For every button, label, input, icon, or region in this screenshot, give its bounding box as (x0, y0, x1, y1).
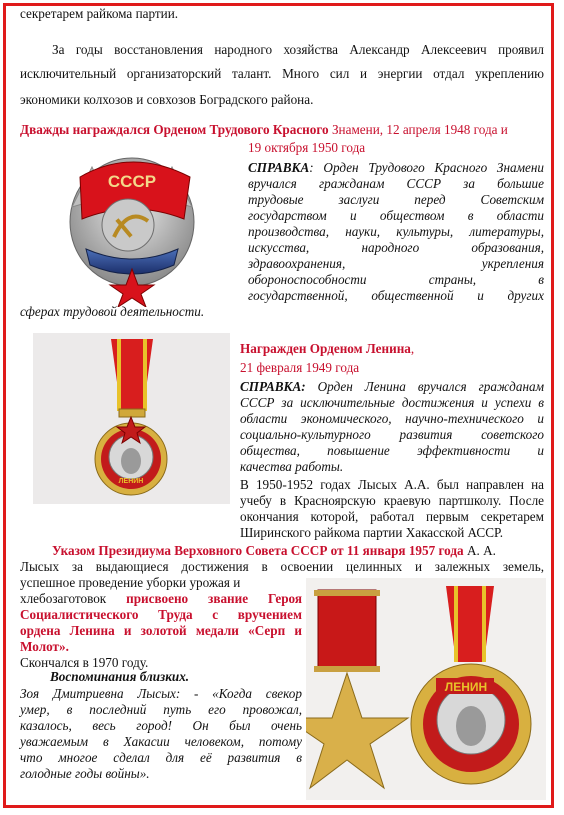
quote-line: казалось, весь город! Он был очень (20, 718, 302, 733)
death-line: Скончался в 1970 году. (20, 655, 149, 670)
memories-title: Воспоминания близких. (50, 669, 190, 684)
intro-para-line: исключительный организаторский талант. Много сил и энергии отдал укреплению (20, 66, 544, 81)
award1-heading-red: Дважды награждался Орденом Трудового Красного (20, 122, 329, 137)
award1-line (248, 160, 544, 176)
order-lenin-image (33, 333, 230, 504)
award1-line: здравоохранения, укрепления (248, 256, 544, 271)
award1-date2: 19 октября 1950 года (248, 140, 366, 155)
award3-decree (52, 543, 496, 559)
award1-line: искусства, народного образования, (248, 240, 544, 255)
award3-red-line: ордена Ленина и золотой медали «Серп и (20, 623, 302, 638)
award3-decree-red: Указом Президиума Верховного Совета СССР от 11 января 1957 года (52, 543, 464, 558)
award1-line: обороноспособности страны, в (248, 272, 544, 287)
award1-line: государственной, общественной и других (248, 288, 544, 303)
award2-line: СССР за исключительные достижения и успехи в (240, 395, 544, 410)
award1-line: производства, науки, культуры, литературы, (248, 224, 544, 239)
intro-para-line: экономики колхозов и совхозов Боградского района. (20, 92, 314, 107)
award2-spravka-label: СПРАВКА: (240, 379, 306, 394)
award1-line-text: : Орден Трудового Красного Знамени (309, 160, 544, 175)
award1-line: государством и обществом в области (248, 208, 544, 223)
award1-line: трудовые заслуги перед Советским (248, 192, 544, 207)
award2-bio-line: окончания которой, работал первым секретарем (240, 509, 544, 524)
award3-line3-normal: хлебозаготовок (20, 591, 127, 606)
award2-bio-last: Ширинского райкома партии Хакасской АССР. (240, 525, 503, 540)
order-red-banner-image (62, 137, 202, 307)
intro-line: секретарем райкома партии. (20, 6, 179, 21)
badge3-text: ЛЕНИН (444, 680, 488, 694)
award2-line: общества, повышение эффективности и (240, 443, 544, 458)
award1-line: вручался гражданам СССР за большие (248, 176, 544, 191)
award3-red-line: Социалистического Труда с вручением (20, 607, 302, 622)
award3-decree-rest: А. А. (463, 543, 496, 558)
award1-heading-rest: Знамени, 12 апреля 1948 года и (328, 122, 508, 137)
award2-date: 21 февраля 1949 года (240, 360, 360, 375)
badge1-text: СССР (107, 172, 157, 191)
award3-line: Лысых за выдающиеся достижения в освоении целинных и залежных земель, (20, 559, 544, 574)
intro-para-line: За годы восстановления народного хозяйства Александр Алексеевич проявил (52, 42, 544, 57)
award2-bio-line: учебу в Красноярскую краевую партшколу. После (240, 493, 544, 508)
quote-line: Зоя Дмитриевна Лысых: - «Когда свекор (20, 686, 302, 701)
award2-heading: Награжден Орденом Ленина (240, 341, 411, 356)
quote-line: что многое сделал для её развития в (20, 750, 302, 765)
award1-heading (20, 122, 544, 138)
award3-red-last: Молот». (20, 639, 69, 654)
award2-last-line: качества работы. (240, 459, 344, 474)
award3-line (20, 591, 302, 607)
award3-line3-red: присвоено звание Героя (126, 591, 303, 606)
award3-line: успешное проведение уборки урожая и (20, 575, 241, 590)
badge2-text: ЛЕНИН (118, 478, 144, 485)
award2-line: социально-культурного развития советского (240, 427, 544, 442)
quote-line: уважаемым в Хакасии человеком, потому (20, 734, 302, 749)
award2-bio-line: В 1950-1952 годах Лысых А.А. был направлен на (240, 477, 544, 492)
award1-spravka-label: СПРАВКА (248, 160, 310, 175)
award2-heading-comma: , (410, 341, 415, 356)
award2-line: области экономического, научно-технического и (240, 411, 544, 426)
award1-last-line: сферах трудовой деятельности. (20, 304, 205, 319)
hero-medal-image (306, 578, 546, 800)
quote-line: умер, в последний путь его провожал, (20, 702, 302, 717)
award2-heading-wrap (240, 341, 414, 357)
award2-line (240, 379, 544, 395)
quote-last: голодные годы войны». (20, 766, 150, 781)
award2-line-text: Орден Ленина вручался гражданам (305, 379, 544, 394)
